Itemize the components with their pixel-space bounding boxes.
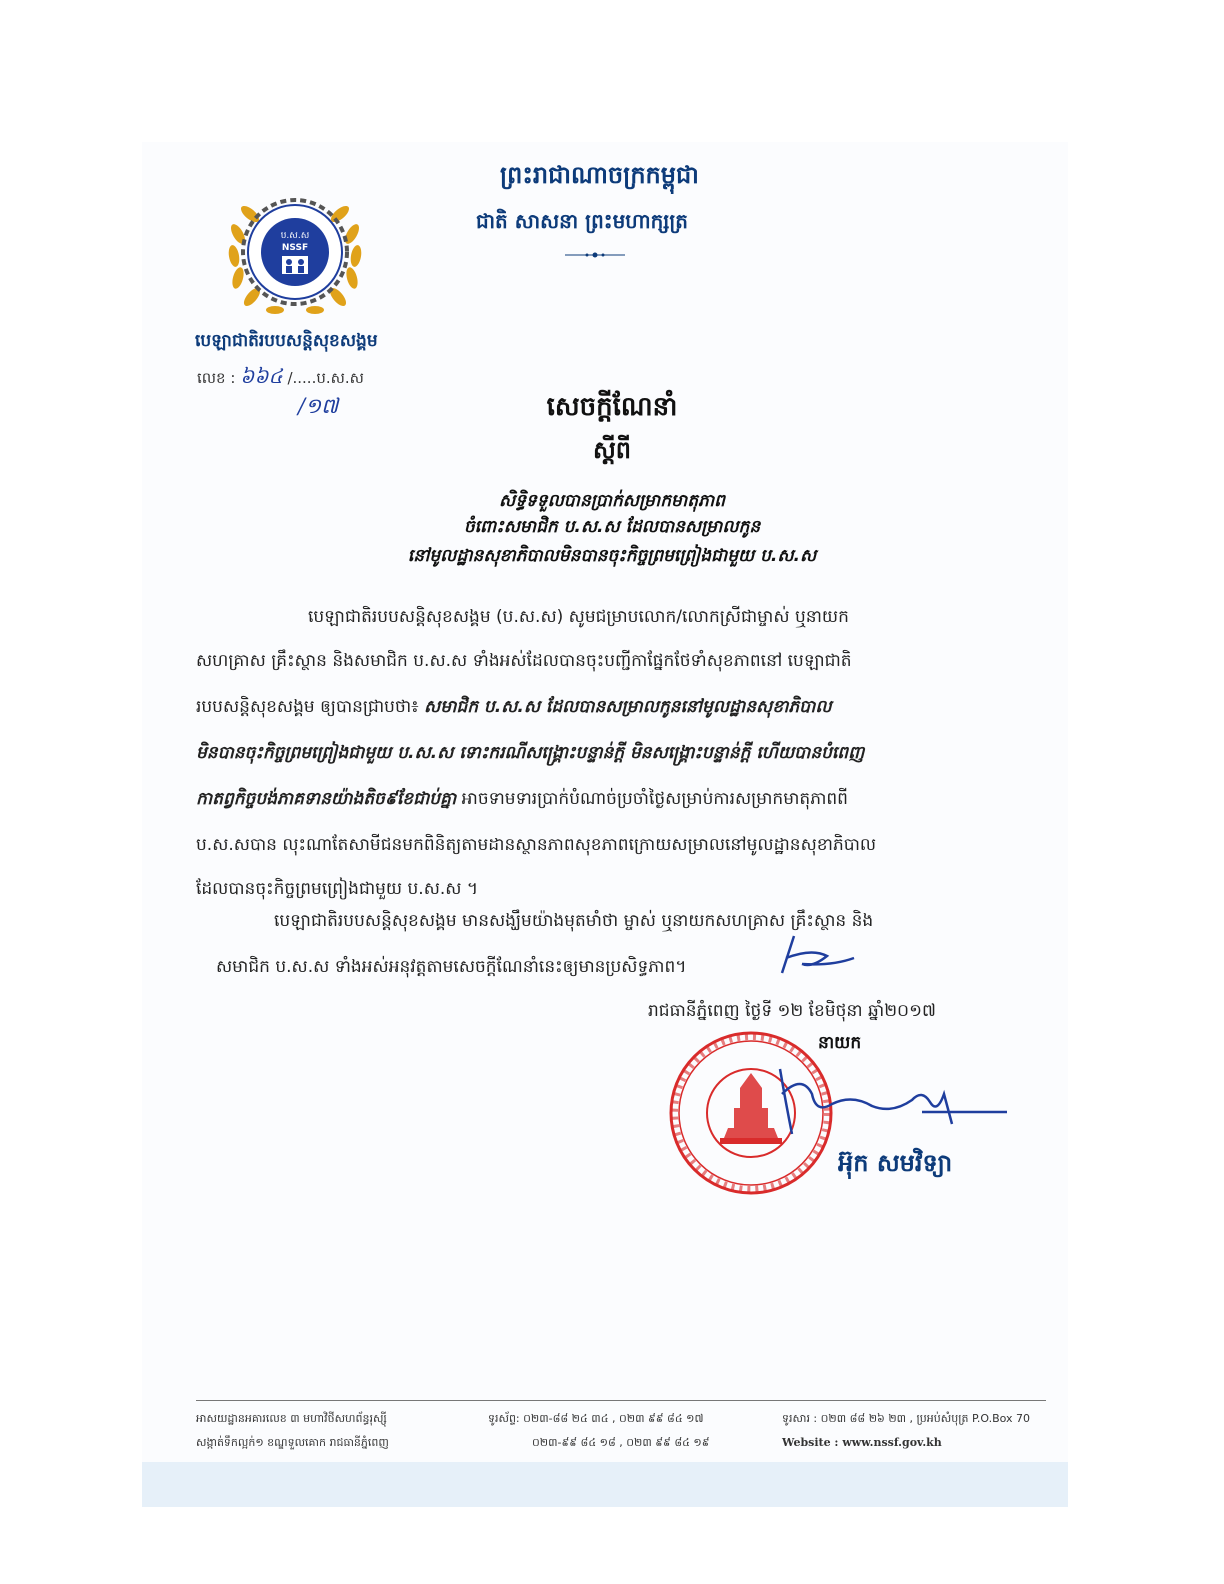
director-signature [772, 1064, 1012, 1148]
body-emphasis: កាតព្វកិច្ចបង់ភាគទានយ៉ាងតិច៩ខែជាប់គ្នា [196, 789, 457, 809]
footer-phone-1: ទូរស័ព្ទ: ០២៣-៨៨ ២៤ ៣៤ , ០២៣ ៩៩ ៨៤ ១៧ [488, 1412, 704, 1425]
ornament-divider [565, 245, 625, 264]
logo-acronym-en: NSSF [281, 243, 309, 253]
body-line: ដែលបានចុះកិច្ចព្រមព្រៀងជាមួយ ប.ស.ស ។ [196, 879, 479, 899]
footer-phone-2: ០២៣-៩៩ ៨៤ ១៨ , ០២៣ ៩៩ ៨៤ ១៩ [532, 1436, 710, 1449]
body-emphasis: សមាជិក ប.ស.ស ដែលបានសម្រាលកូននៅមូលដ្ឋានសុខាភិបាល [424, 697, 832, 717]
subject-line-1: សិទ្ធិទទួលបានប្រាក់សម្រាកមាតុភាព [499, 491, 725, 511]
reference-year: /១៧ [298, 394, 339, 418]
body-line: បេឡាជាតិរបបសន្តិសុខសង្គម មានសង្ឃឹមយ៉ាងមុតមាំថា ម្ចាស់ ឬនាយកសហគ្រាស គ្រឹះស្ថាន និង [274, 911, 874, 931]
body-text: របបសន្តិសុខសង្គម ឲ្យបានជ្រាបថា៖ [196, 697, 425, 717]
footer-fax: ទូរសារ : ០២៣ ៨៨ ២៦ ២៣ , ប្រអប់សំបុត្រ P.O.Box 70 [782, 1412, 1031, 1425]
subject-line-3: នៅមូលដ្ឋានសុខាភិបាលមិនបានចុះកិច្ចព្រមព្រៀងជាមួយ ប.ស.ស [407, 546, 817, 566]
document-about: ស្តីពី [592, 436, 632, 464]
body-paragraph-2 [196, 910, 1008, 977]
date-line: រាជធានីភ្នំពេញ ថ្ងៃទី ១២ ខែមិថុនា ឆ្នាំ២០១៧ [648, 1001, 936, 1021]
director-title: នាយក [818, 1033, 862, 1053]
body-paragraph-1 [196, 606, 1008, 906]
kingdom-heading: ព្រះរាជាណាចក្រកម្ពុជា [500, 161, 699, 189]
logo-acronym-km: ប.ស.ស [280, 231, 310, 241]
body-emphasis-line: មិនបានចុះកិច្ចព្រមព្រៀងជាមួយ ប.ស.ស ទោះករណីសង្គ្រោះបន្ទាន់ក្តី មិនសង្គ្រោះបន្ទាន់ក្តី ហើយបានបំពេញ [196, 743, 865, 763]
footer-website[interactable]: Website : www.nssf.gov.kh [782, 1436, 942, 1449]
body-line: បេឡាជាតិរបបសន្តិសុខសង្គម (ប.ស.ស) សូមជម្រាបលោក/លោកស្រីជាម្ចាស់ ឬនាយក [308, 607, 849, 627]
body-line: ប.ស.សបាន លុះណាតែសាមីជនមកពិនិត្យតាមដានស្ថានភាពសុខភាពក្រោយសម្រាលនៅមូលដ្ឋានសុខាភិបាល [196, 835, 877, 855]
body-line [196, 696, 832, 721]
reference-suffix: /.....ប.ស.ស [287, 369, 364, 387]
footer-address-2: សង្កាត់ទឹកល្អក់១ ខណ្ឌទួលគោក រាជធានីភ្នំពេញ [196, 1436, 389, 1449]
handwritten-initial [772, 928, 862, 982]
footer-address-1: អាសយដ្ឋានអគារលេខ ៣ មហាវិថីសហព័ន្ធរុស្ស៊ី [196, 1412, 387, 1425]
reference-line [197, 363, 364, 393]
nssf-logo [220, 186, 370, 325]
national-motto: ជាតិ សាសនា ព្រះមហាក្សត្រ [476, 209, 688, 233]
body-line [196, 788, 848, 813]
body-line: សមាជិក ប.ស.ស ទាំងអស់អនុវត្តតាមសេចក្តីណែនាំនេះឲ្យមានប្រសិទ្ធភាព។ [216, 957, 687, 977]
document-title: សេចក្តីណែនាំ [546, 392, 678, 422]
body-text: អាចទាមទារប្រាក់បំណាច់ប្រចាំថ្ងៃសម្រាប់ការសម្រាកមាតុភាពពី [456, 789, 848, 809]
org-name: បេឡាជាតិរបបសន្តិសុខសង្គម [195, 331, 378, 351]
body-line: សហគ្រាស គ្រឹះស្ថាន និងសមាជិក ប.ស.ស ទាំងអស់ដែលបានចុះបញ្ជីកាផ្នែកថែទាំសុខភាពនៅ បេឡាជាតិ [196, 651, 852, 671]
reference-number: ៦៦៤ [240, 364, 283, 388]
signer-name: អ៊ុក សមវិទ្យា [838, 1149, 953, 1177]
reference-label: លេខ : [197, 369, 236, 387]
page-bottom-band [142, 1462, 1068, 1507]
footer-divider [196, 1400, 1046, 1401]
subject-line-2: ចំពោះសមាជិក ប.ស.ស ដែលបានសម្រាលកូន [463, 517, 761, 537]
